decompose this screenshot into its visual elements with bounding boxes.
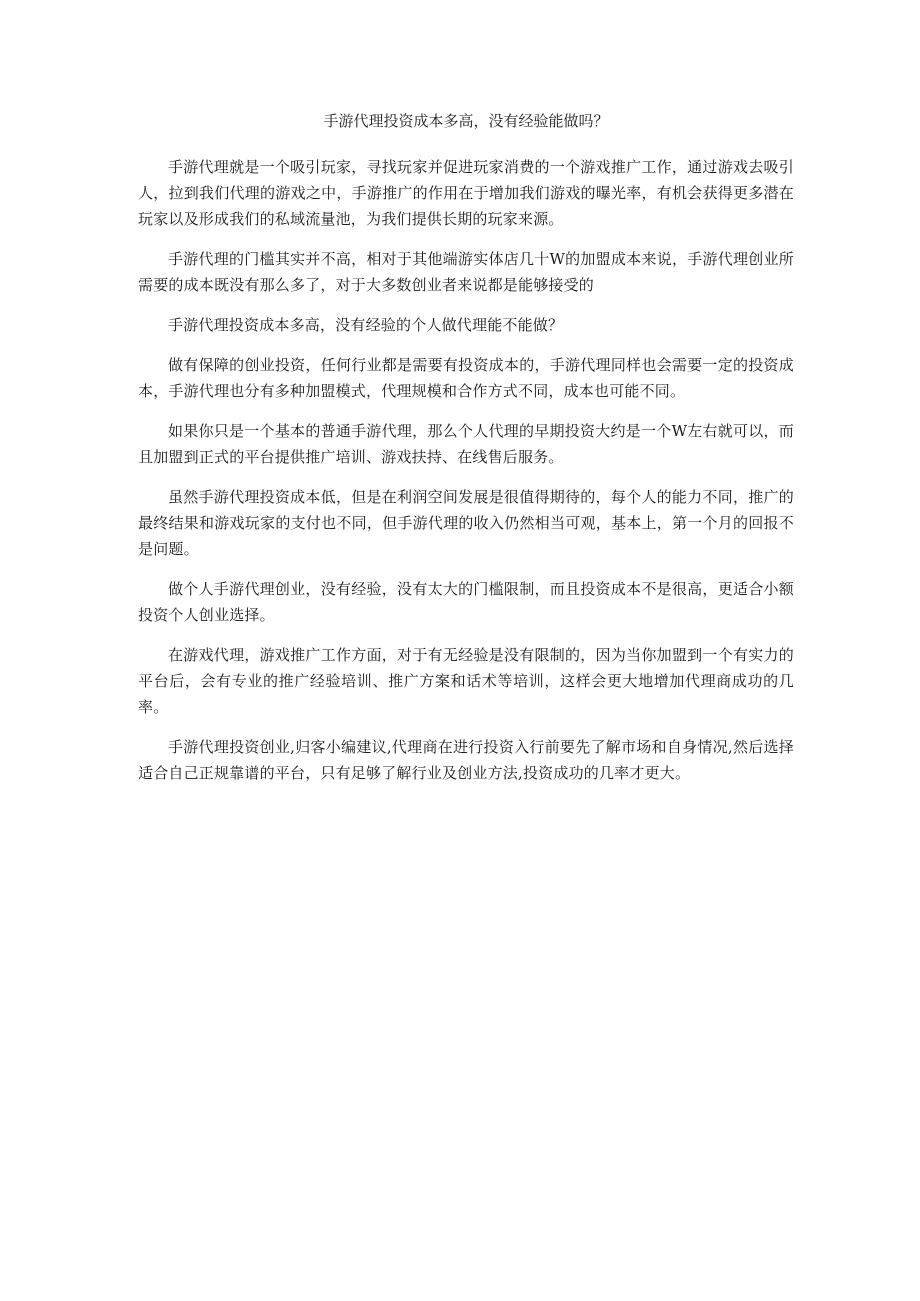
- document-title: 手游代理投资成本多高，没有经验能做吗？: [323, 112, 609, 130]
- paragraph-1: 手游代理就是一个吸引玩家，寻找玩家并促进玩家消费的一个游戏推广工作，通过游戏去吸引人，拉到我们代理的游戏之中，手游推广的作用在于增加我们游戏的曝光率，有机会获得更多潜在玩家以及形成我们的私域流量池，为我们提供长期的玩家来源。: [138, 158, 794, 228]
- paragraph-5: 如果你只是一个基本的普通手游代理，那么个人代理的早期投资大约是一个W左右就可以，而且加盟到正式的平台提供推广培训、游戏扶持、在线售后服务。: [138, 422, 794, 466]
- paragraph-8: 在游戏代理，游戏推广工作方面，对于有无经验是没有限制的，因为当你加盟到一个有实力的平台后，会有专业的推广经验培训、推广方案和话术等培训，这样会更大地增加代理商成功的几率。: [138, 646, 794, 716]
- paragraph-4: 做有保障的创业投资，任何行业都是需要有投资成本的，手游代理同样也会需要一定的投资成本，手游代理也分有多种加盟模式，代理规模和合作方式不同，成本也可能不同。: [138, 356, 794, 400]
- paragraph-2: 手游代理的门槛其实并不高，相对于其他端游实体店几十W的加盟成本来说，手游代理创业所需要的成本既没有那么多了，对于大多数创业者来说都是能够接受的: [138, 250, 794, 294]
- paragraph-6: 虽然手游代理投资成本低，但是在利润空间发展是很值得期待的，每个人的能力不同，推广的最终结果和游戏玩家的支付也不同，但手游代理的收入仍然相当可观，基本上，第一个月的回报不是问题。: [138, 488, 794, 558]
- document-body: [138, 108, 794, 800]
- paragraph-9: 手游代理投资创业,归客小编建议,代理商在进行投资入行前要先了解市场和自身情况,然后选择适合自己正规靠谱的平台，只有足够了解行业及创业方法,投资成功的几率才更大。: [138, 738, 794, 782]
- paragraph-7: 做个人手游代理创业，没有经验，没有太大的门槛限制，而且投资成本不是很高，更适合小额投资个人创业选择。: [138, 580, 794, 624]
- paragraph-3: 手游代理投资成本多高，没有经验的个人做代理能不能做？: [168, 316, 564, 334]
